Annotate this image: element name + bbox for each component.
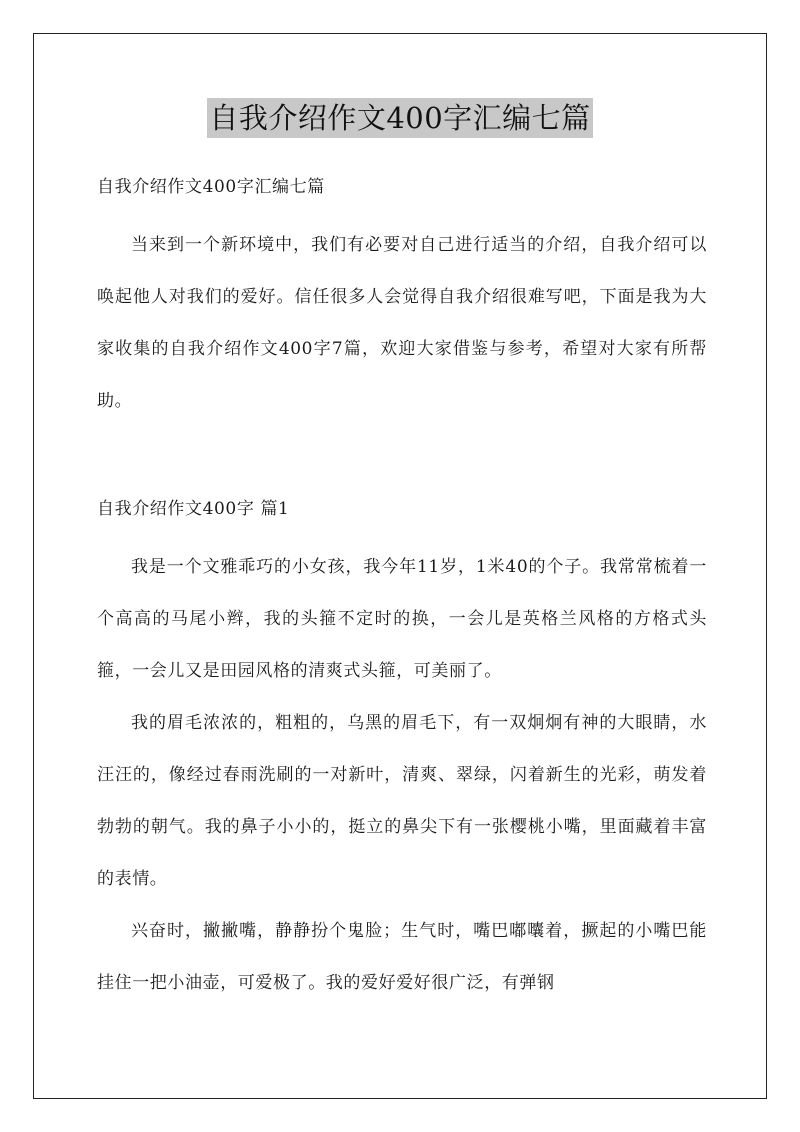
section-paragraph: 我是一个文雅乖巧的小女孩，我今年11岁，1米40的个子。我常常梳着一个高高的马尾小辫，我的头箍不定时的换，一会儿是英格兰风格的方格式头箍，一会儿又是田园风格的清爽式头箍，可美丽了。 [97, 557, 707, 681]
title-container [0, 98, 800, 138]
section-paragraph: 我的眉毛浓浓的，粗粗的，乌黑的眉毛下，有一双炯炯有神的大眼睛，水汪汪的，像经过春雨洗刷的一对新叶，清爽、翠绿，闪着新生的光彩，萌发着勃勃的朝气。我的鼻子小小的，挺立的鼻尖下有一张樱桃小嘴，里面藏着丰富的表情。 [97, 713, 707, 889]
document-body [97, 169, 707, 1009]
intro-paragraph: 当来到一个新环境中，我们有必要对自己进行适当的介绍，自我介绍可以唤起他人对我们的爱好。信任很多人会觉得自我介绍很难写吧，下面是我为大家收集的自我介绍作文400字7篇，欢迎大家借鉴与参考，希望对大家有所帮助。 [97, 235, 707, 411]
section-heading: 自我介绍作文400字 篇1 [97, 499, 290, 519]
section-paragraph: 兴奋时，撇撇嘴，静静扮个鬼脸；生气时，嘴巴嘟囔着，撅起的小嘴巴能挂住一把小油壶，可爱极了。我的爱好爱好很广泛，有弹钢 [97, 921, 707, 993]
document-subtitle: 自我介绍作文400字汇编七篇 [97, 177, 325, 197]
document-title: 自我介绍作文400字汇编七篇 [207, 98, 592, 138]
